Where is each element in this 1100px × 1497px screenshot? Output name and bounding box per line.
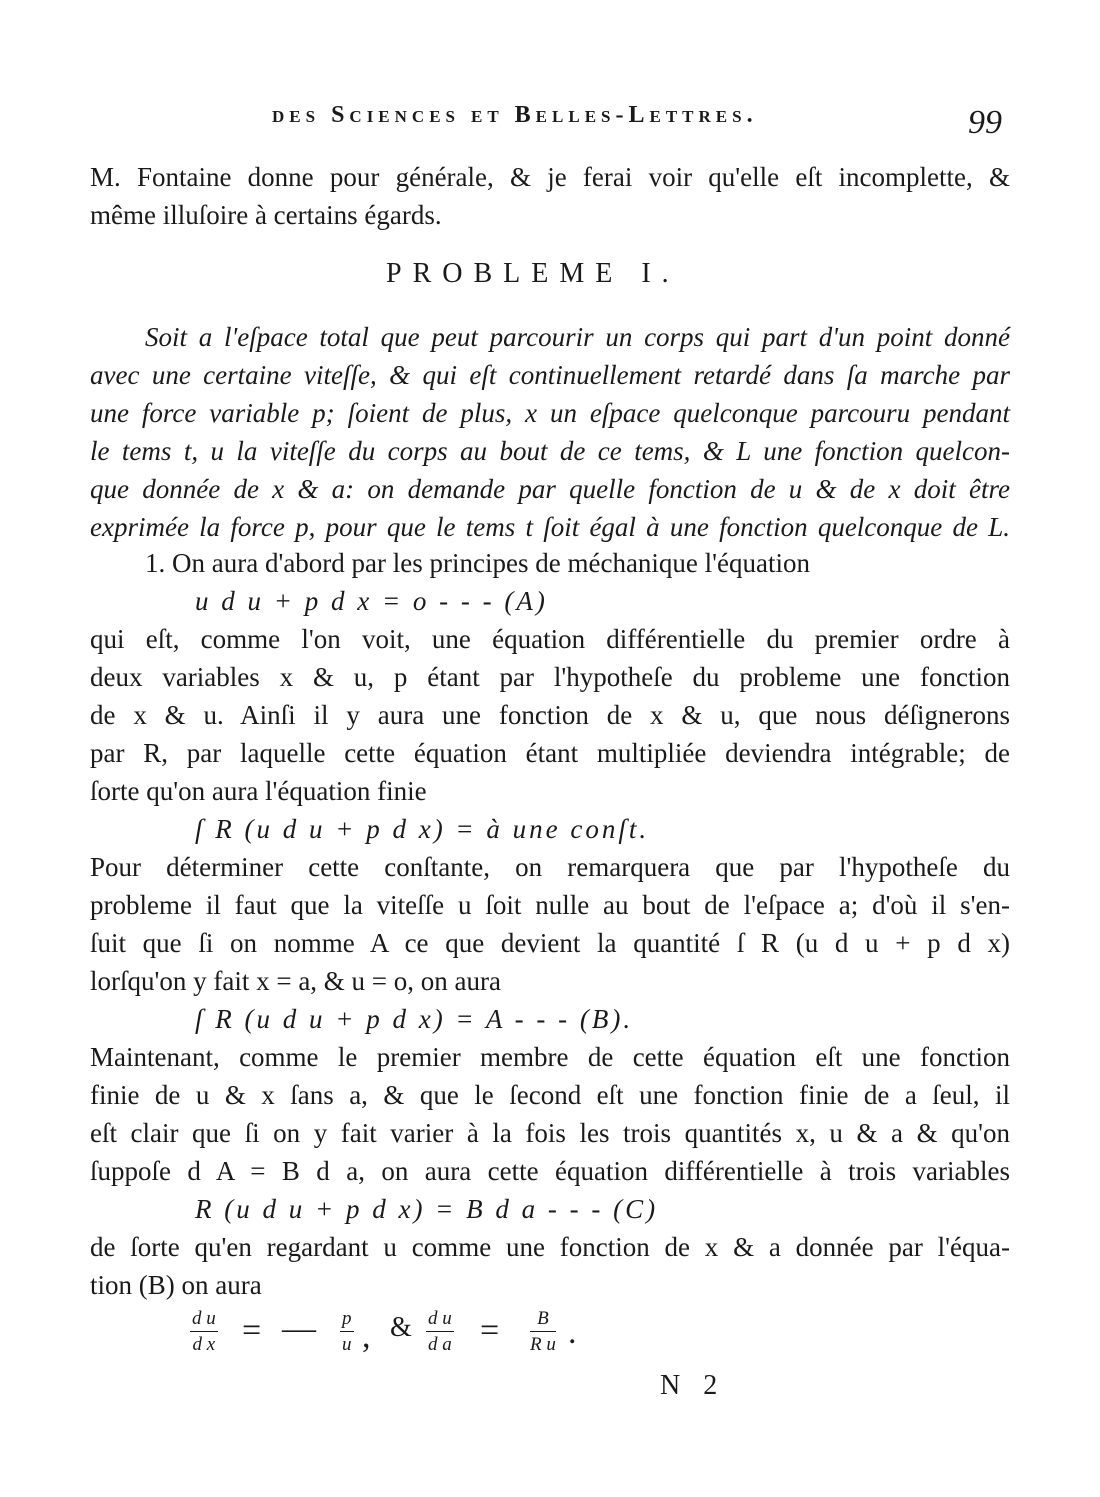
fraction-denominator: d x xyxy=(192,1334,216,1355)
minus-sign: — xyxy=(282,1310,316,1347)
problem-statement-line: que donnée de x & a: on demande par quelle fonction de u & de x doit être xyxy=(90,474,1010,504)
comma: , xyxy=(362,1318,371,1355)
paragraph-4-line: finie de u & x ſans a, & que le ſecond eſt une fonction finie de a ſeul, il xyxy=(90,1080,1010,1110)
fraction-denominator: u xyxy=(342,1334,352,1355)
paragraph-2-line: deux variables x & u, p étant par l'hypotheſe du probleme une fonction xyxy=(90,662,1010,692)
paragraph-3-line: lorſqu'on y fait x = a, & u = o, on aura xyxy=(90,966,501,996)
intro-line-1: M. Fontaine donne pour générale, & je ferai voir qu'elle eſt incomplette, & xyxy=(90,162,1010,192)
signature-mark: N 2 xyxy=(660,1370,726,1401)
paragraph-2-line: de x & u. Ainſi il y aura une fonction de x & u, que nous déſignerons xyxy=(90,700,1010,730)
running-header: des Sciences et Belles-Lettres. xyxy=(272,102,758,128)
equation-C: R (u d u + p d x) = B d a - - - (C) xyxy=(195,1194,659,1224)
equation-B: ſ R (u d u + p d x) = A - - - (B). xyxy=(195,1004,634,1034)
problem-statement-line: avec une certaine viteſſe, & qui eſt continuellement retardé dans ſa marche par xyxy=(90,360,1010,390)
ampersand: & xyxy=(390,1312,412,1343)
period: . xyxy=(568,1314,577,1351)
paragraph-3-line: Pour déterminer cette conſtante, on remarquera que par l'hypotheſe du xyxy=(90,852,1010,882)
problem-statement-line: Soit a l'eſpace total que peut parcourir un corps qui part d'un point donné xyxy=(145,322,1010,352)
paragraph-2-line: par R, par laquelle cette équation étant multipliée deviendra intégrable; de xyxy=(90,738,1010,768)
paragraph-2-line: ſorte qu'on aura l'équation finie xyxy=(90,776,427,806)
paragraph-3-line: ſuit que ſi on nomme A ce que devient la quantité ſ R (u d u + p d x) xyxy=(90,928,1010,958)
paragraph-3-line: probleme il faut que la viteſſe u ſoit nulle au bout de l'eſpace a; d'où il s'en- xyxy=(90,890,1010,920)
fraction-B-Ru xyxy=(530,1308,556,1356)
equals-sign: = xyxy=(480,1312,500,1349)
fraction-du-dx xyxy=(190,1308,218,1356)
paragraph-4-line: eſt clair que ſi on y fait varier à la fois les trois quantités x, u & a & qu'on xyxy=(90,1118,1010,1148)
final-equation xyxy=(190,1308,610,1366)
equation-finite: ſ R (u d u + p d x) = à une conſt. xyxy=(195,814,650,844)
problem-statement-line: le tems t, u la viteſſe du corps au bout de ce tems, & L une fonction quelcon- xyxy=(90,436,1010,466)
fraction-p-u xyxy=(340,1308,354,1356)
paragraph-4-line: Maintenant, comme le premier membre de cette équation eſt une fonction xyxy=(90,1042,1010,1072)
paragraph-2-line: qui eſt, comme l'on voit, une équation différentielle du premier ordre à xyxy=(90,624,1010,654)
problem-heading: PROBLEME I. xyxy=(386,258,680,289)
page-number: 99 xyxy=(968,104,1002,141)
fraction-numerator: d u xyxy=(426,1308,454,1332)
fraction-numerator: p xyxy=(340,1308,354,1332)
intro-line-2: même illuſoire à certains égards. xyxy=(90,200,442,230)
equals-sign: = xyxy=(242,1312,262,1349)
paragraph-5-line: de ſorte qu'en regardant u comme une fonction de x & a donnée par l'équa- xyxy=(90,1232,1010,1262)
fraction-numerator: d u xyxy=(190,1308,218,1332)
paragraph-1-intro: 1. On aura d'abord par les principes de méchanique l'équation xyxy=(145,548,810,578)
problem-statement-line: une force variable p; ſoient de plus, x un eſpace quelconque parcouru pendant xyxy=(90,398,1010,428)
fraction-du-da xyxy=(426,1308,454,1356)
problem-statement-line: exprimée la force p, pour que le tems t ſoit égal à une fonction quelconque de L. xyxy=(90,512,1010,542)
fraction-denominator: R u xyxy=(530,1334,556,1355)
paragraph-4-line: ſuppoſe d A = B d a, on aura cette équation différentielle à trois variables xyxy=(90,1156,1010,1186)
equation-A: u d u + p d x = o - - - (A) xyxy=(195,586,548,616)
fraction-numerator: B xyxy=(530,1308,556,1332)
fraction-denominator: d a xyxy=(428,1334,452,1355)
paragraph-5-line: tion (B) on aura xyxy=(90,1270,262,1300)
